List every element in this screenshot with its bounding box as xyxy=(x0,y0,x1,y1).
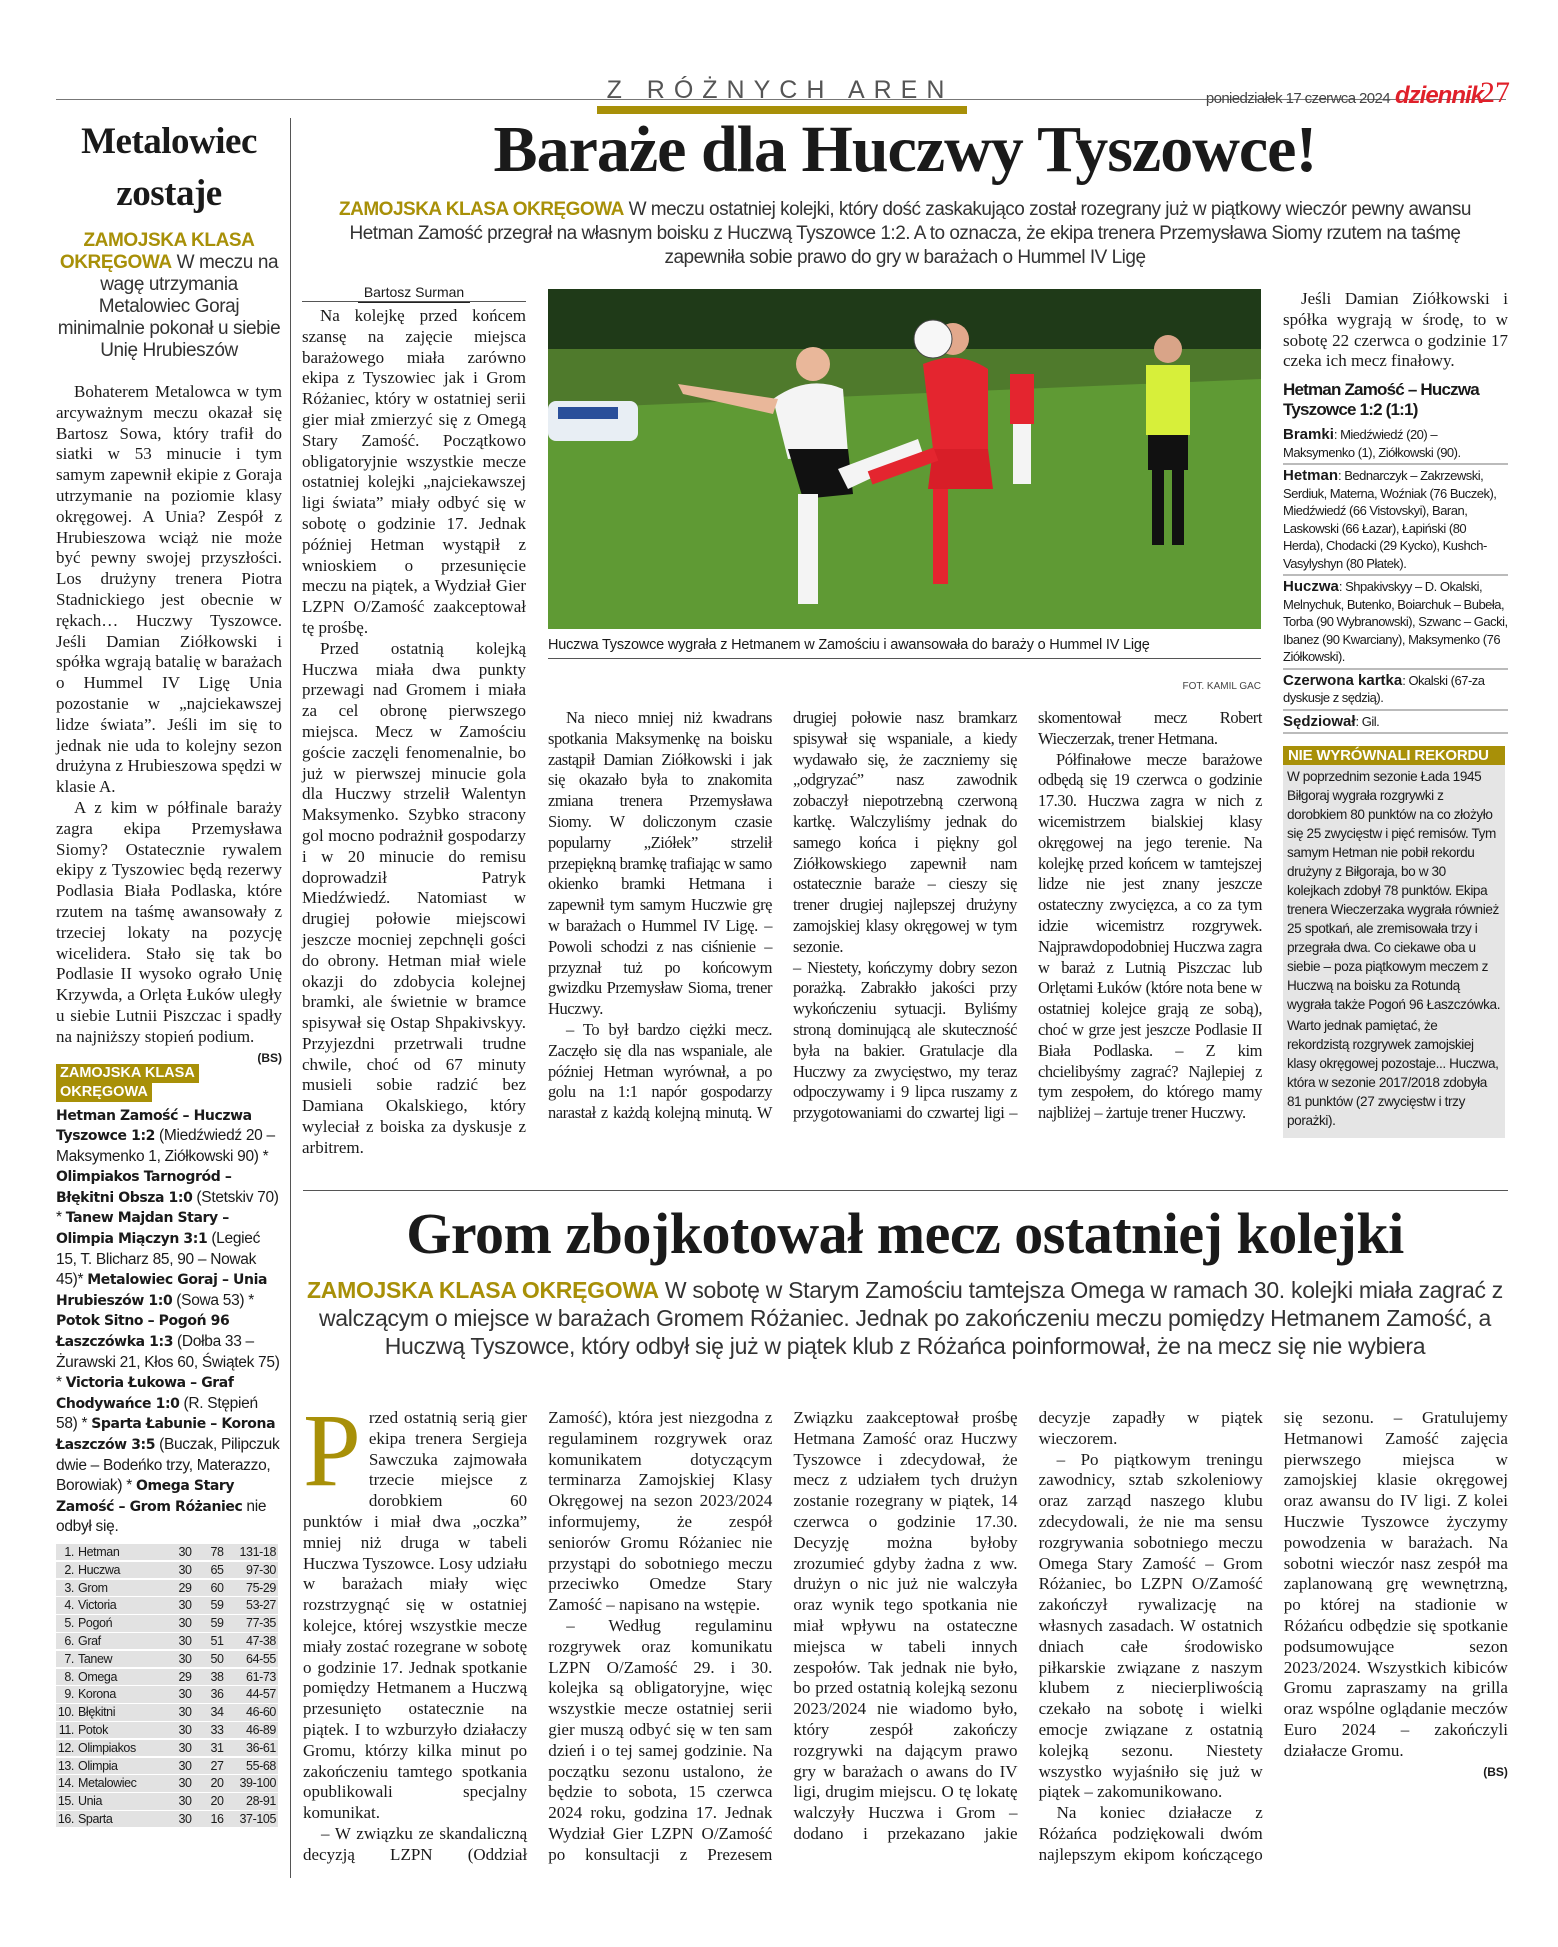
paragraph xyxy=(303,1393,528,1824)
match-result: Olimpiakos Tarnogród – Błękitni Obsza 1:0 xyxy=(56,1169,232,1206)
paragraph: Jeśli Damian Ziółkowski i spółka wygrają w środę, to w sobotę 22 czerwca o godzinie 17 czeka ich mecz finałowy. xyxy=(1283,289,1508,371)
team-cell: Graf xyxy=(78,1633,101,1648)
stats-row xyxy=(1283,670,1508,711)
points-cell: 20 xyxy=(210,1776,224,1791)
match-result: Sparta Łabunie – Korona Łaszczów 3:5 xyxy=(56,1416,276,1453)
paragraph: Na kolejkę przed końcem szansę na zajęcie miejsca barażowego miała zarówno ekipa z Tyszowiec jak i Grom Różaniec, który w ostatniej serii gier miał zmierzyć się z Omegą Stary Zamość. Początkowo obligatoryjnie wszystkie mecze ostatniej kolejki „najciekawszej ligi świata” miały odbyć się w sobotę o godzinie 17. Jednak później Hetman wystąpił z wnioskiem o przesunięcie meczu na piątek, a Wydział Gier LZPN O/Zamość zaakceptował tę prośbę. xyxy=(302,306,526,637)
team-cell: Huczwa xyxy=(78,1562,121,1577)
results-label-line: OKRĘGOWA xyxy=(56,1083,152,1102)
stats-text: : Okalski (67-za dyskusje z sędzią). xyxy=(1283,672,1485,706)
column-divider xyxy=(290,118,291,1878)
byline-rule xyxy=(302,301,526,302)
table-row xyxy=(56,1615,278,1632)
goals-cell: 75-29 xyxy=(246,1580,276,1595)
paragraph: – Niestety, kończymy dobry sezon porażką. Zabrakło jakości przy wykończeniu sytuacji. Byliśmy stroną dominującą ale skuteczność była na bakier. Gratulacje dla Huczwy za zwycięstwo, my teraz odpoczywamy i 9 lipca ruszamy z przygotowaniami do czwartej ligi – skomentował mecz Robert Wieczerzak, trener Hetmana. xyxy=(793,708,1262,1123)
games-cell: 30 xyxy=(178,1687,192,1702)
lead-text: W meczu na wagę utrzymania Metalowiec Goraj minimalnie pokonał u siebie Unię Hrubieszów xyxy=(57,252,281,361)
table-row xyxy=(56,1811,278,1828)
team-cell: Błękitni xyxy=(78,1705,116,1720)
main-article-columns xyxy=(548,708,1262,1124)
sidebar-article-lead xyxy=(56,230,282,362)
team-cell: Olimpiakos xyxy=(78,1740,136,1755)
team-cell: Korona xyxy=(78,1687,116,1702)
match-scorers: (Stetskiv 70) * xyxy=(56,1188,279,1227)
main-headline: Baraże dla Huczwy Tyszowce! xyxy=(493,113,1317,186)
match-stats xyxy=(1283,380,1508,734)
sidebar-article-body xyxy=(56,382,282,1065)
rank-cell: 16. xyxy=(57,1811,74,1826)
goals-cell: 44-57 xyxy=(246,1687,276,1702)
games-cell: 30 xyxy=(178,1811,192,1826)
points-cell: 51 xyxy=(210,1633,224,1648)
match-result: Metalowiec Goraj – Unia Hrubieszów 1:0 xyxy=(56,1272,268,1309)
goals-cell: 61-73 xyxy=(246,1669,276,1684)
rank-cell: 3. xyxy=(64,1580,74,1595)
games-cell: 30 xyxy=(178,1794,192,1809)
match-result: Victoria Łukowa – Graf Chodywańce 1:0 xyxy=(56,1375,234,1412)
games-cell: 30 xyxy=(178,1776,192,1791)
match-result: Tanew Majdan Stary – Olimpia Miączyn 3:1 xyxy=(56,1210,229,1248)
points-cell: 31 xyxy=(210,1740,224,1755)
signature: (BS) xyxy=(257,1050,282,1065)
match-photo xyxy=(548,289,1261,629)
rank-cell: 10. xyxy=(57,1705,74,1720)
points-cell: 34 xyxy=(210,1705,224,1720)
match-results xyxy=(56,1106,282,1538)
match-result: Potok Sitno – Pogoń 96 Łaszczówka 1:3 xyxy=(56,1313,230,1351)
rank-cell: 8. xyxy=(64,1669,74,1684)
goals-cell: 47-38 xyxy=(246,1633,276,1648)
goals-cell: 53-27 xyxy=(246,1598,276,1613)
table-row xyxy=(56,1669,278,1686)
goals-cell: 77-35 xyxy=(246,1616,276,1631)
signature: (BS) xyxy=(1483,1764,1508,1779)
games-cell: 30 xyxy=(178,1758,192,1773)
paragraph: Bohaterem Metalowca w tym arcyważnym meczu okazał się Bartosz Sowa, który trafił do siatki w 53 minucie i tym samym zapewnił ekipie z Goraja utrzymanie na poziomie klasy okręgowej. A Unia? Zespół z Hrubieszowa wciąż nie może być pewny swojej przyszłości. Los drużyny trenera Piotra Stadnickiego jest obecnie w rękach… Huczwy Tyszowce. Jeśli Damian Ziółkowski i spółka wgrają batalię w barażach o Hummel IV Ligę Unia pozostanie w „najciekawszej lidze świata”. Jeśli im się to jednak nie uda to kolejny sezon drużyna z Hrubieszowa spędzi w klasie A. xyxy=(56,382,282,797)
points-cell: 27 xyxy=(210,1758,224,1773)
team-cell: Victoria xyxy=(78,1598,117,1613)
team-cell: Unia xyxy=(78,1794,103,1809)
goals-cell: 37-105 xyxy=(239,1811,276,1826)
match-scorers: (R. Stępień 58) * xyxy=(56,1394,258,1433)
points-cell: 33 xyxy=(210,1722,224,1737)
main-lead xyxy=(310,198,1500,270)
author-byline: Bartosz Surman xyxy=(358,283,470,303)
table-row xyxy=(56,1562,278,1579)
games-cell: 30 xyxy=(178,1722,192,1737)
rank-cell: 15. xyxy=(57,1794,74,1809)
lead-text: W meczu ostatniej kolejki, który dość zaskakująco został rozegrany już w piątkowy wieczór pewny awansu Hetman Zamość przegrał na własnym boisku z Huczwą Tyszowce 1:2. A to oznacza, że ekipa trenera Przemysława Siomy rzutem na taśmę zapewniła sobie prawo do gry w barażach o Hummel IV Ligę xyxy=(349,199,1471,268)
match-scorers: (Miedźwiedź 20 – Maksymenko 1, Ziółkowski 90) * xyxy=(56,1127,275,1165)
stats-label: Huczwa xyxy=(1283,578,1339,596)
table-row xyxy=(56,1651,278,1668)
table-row xyxy=(56,1686,278,1703)
page-number: 27 xyxy=(1480,76,1510,109)
goals-cell: 36-61 xyxy=(246,1740,276,1755)
results-label-line: ZAMOJSKA KLASA xyxy=(56,1064,199,1083)
paragraph: Na nieco mniej niż kwadrans spotkania Maksymenkę na boisku zastąpił Damian Ziółkowski i jak się okazało była to znakomita zmiana trenera Przemysława Siomy. W doliczonym czasie popularny „Ziółek” strzelił przepiękną bramkę trafiając w samo okienko bramki Hetmana i zapewnił tym samym Huczwie grę w barażach o Hummel IV Ligę. – Powoli schodzi z nas ciśnienie – przyznał tuż po końcowym gwizdku Przemysław Sioma, trener Huczwy. xyxy=(548,708,772,1019)
table-row xyxy=(56,1544,278,1561)
team-cell: Hetman xyxy=(78,1544,120,1559)
paragraph: – To był bardzo ciężki mecz. Zaczęło się dla nas wspaniale, ale później Hetman wyrównał, a po golu na 1:1 napór gospodarzy narastał z każdą kolejną minutą. W drugiej połowie nasz bramkarz spisywał się wspaniale, a kiedy wydawało się, że zaczniemy się „odgryzać” nasz zawodnik zobaczył niepotrzebną czerwoną kartkę. Walczyliśmy jednak do samego końca i piękny gol Ziółkowskiego zapewnił nam ostatecznie baraże – cieszy się trener drugiej najlepszej drużyny zamojskiej klasy okręgowej w tym sezonie. xyxy=(548,708,1017,1123)
games-cell: 29 xyxy=(178,1669,192,1684)
paragraph: – W związku ze skandaliczną decyzją LZPN (Oddział Zamość), która jest niezgodna z regulaminem rozgrywek oraz komunikatem dotyczącym terminarza Zamojskiej Klasy Okręgowej na sezon 2023/2024 informujemy, że zespół seniorów Gromu Różaniec nie przystąpi do sobotniego meczu przeciwko Omedze Stary Zamość – napisano na wstępie. xyxy=(303,1408,773,1864)
team-cell: Pogoń xyxy=(78,1616,113,1631)
results-label xyxy=(56,1064,282,1102)
match-scorers: (Buczak, Pilipczuk dwie – Bodeńko trzy, Materazzo, Borowiak) * xyxy=(56,1436,280,1495)
points-cell: 60 xyxy=(210,1580,224,1595)
stats-label: Hetman xyxy=(1283,467,1339,485)
match-scorers: (Legieć 15, T. Blicharz 85, 90 – Nowak 45)* xyxy=(56,1230,261,1289)
team-cell: Tanew xyxy=(78,1651,113,1666)
table-row xyxy=(56,1793,278,1810)
stats-label: Sędziował xyxy=(1283,712,1356,730)
points-cell: 36 xyxy=(210,1687,224,1702)
points-cell: 16 xyxy=(210,1811,224,1826)
games-cell: 30 xyxy=(178,1633,192,1648)
rank-cell: 13. xyxy=(57,1758,74,1773)
rank-cell: 7. xyxy=(64,1651,74,1666)
table-row xyxy=(56,1580,278,1597)
goals-cell: 55-68 xyxy=(246,1758,276,1773)
points-cell: 59 xyxy=(210,1598,224,1613)
rank-cell: 12. xyxy=(57,1740,74,1755)
goals-cell: 46-89 xyxy=(246,1722,276,1737)
match-scorers: (Sowa 53) * xyxy=(172,1291,254,1309)
stats-row xyxy=(1283,424,1508,465)
games-cell: 30 xyxy=(178,1705,192,1720)
paragraph: – Według regulaminu rozgrywek oraz komunikatu LZPN O/Zamość 29. i 30. kolejka są obligatoryjne, więc wszystkie mecze ostatniej serii gier muszą odbyć się w ten sam dzień i o tej samej godzinie. Na początku sezonu ustalono, że będzie to sobota, 15 czerwca 2024 roku, godzina 17. Jednak Wydział Gier LZPN O/Zamość po konsultacji z Prezesem Związku zaakceptował prośbę Hetmana Zamość oraz Huczwy Tyszowce i zdecydował, że mecz z udziałem tych drużyn zostanie rozegrany w piątek, 14 czerwca o godzinie 17.30. Decyzję można byłoby zrozumieć gdyby żadna z ww. drużyn o nic już nie walczyła oraz wynik tego spotkania nie miał wpływu na ostateczne miejsca w tabeli innych zespołów. Tak jednak nie było, bo przed ostatnią kolejką sezonu 2023/2024 nie wiadomo było, który zespół zakończy rozgrywki na dającym prawo gry w barażach o awans do IV ligi, drugim miejscu. O tę lokatę walczyły Huczwa i Grom – dodano i przekazano jakie decyzje zapadły w piątek wieczorem. xyxy=(548,1408,1263,1864)
table-row xyxy=(56,1722,278,1739)
sidebar-article-title: Metalowiec zostaje xyxy=(81,121,257,214)
lead-text: W sobotę w Starym Zamościu tamtejsza Omega w ramach 30. kolejki miała zagrać z walczącym o miejsce w barażach Gromem Różaniec. Jednak po zakończeniu meczu pomiędzy Hetmanem Zamość, a Huczwą Tyszowce, który odbył się już w piątek klub z Różańca poinformował, że na mecz się nie wybiera xyxy=(319,1277,1503,1359)
main-article-right-column xyxy=(1283,289,1508,1138)
points-cell: 65 xyxy=(210,1562,224,1577)
team-cell: Sparta xyxy=(78,1811,113,1826)
games-cell: 30 xyxy=(178,1740,192,1755)
drop-cap: P xyxy=(303,1393,361,1508)
second-headline: Grom zbojkotował mecz ostatniej kolejki xyxy=(406,1201,1404,1266)
goals-cell: 39-100 xyxy=(239,1776,276,1791)
stats-label: Czerwona kartka xyxy=(1283,671,1403,689)
table-row xyxy=(56,1775,278,1792)
table-row xyxy=(56,1740,278,1757)
paragraph: Na koniec działacze z Różańca podziękowali dwóm najlepszym ekipom kończącego się sezonu. – Gratulujemy Hetmanowi Zamość zajęcia pierwszego miejsca w zamojskiej klasie okręgowej oraz awansu do IV ligi. Z kolei Huczwie Tyszowce życzymy powodzenia w barażach. Na sobotni wieczór nasz zespół ma zaplanowaną grę wewnętrzną, po której na stadionie w Różańcu odbędzie się spotkanie podsumowujące sezon 2023/2024. Wszystkich kibiców Gromu zapraszamy na grilla oraz wspólne oglądanie meczów Euro 2024 – zakończyli działacze Gromu. xyxy=(1038,1408,1508,1864)
sidebar-column xyxy=(56,116,282,1829)
football xyxy=(914,320,952,358)
player-red-background xyxy=(1010,374,1034,484)
article-divider xyxy=(303,1190,1508,1191)
lead-label: ZAMOJSKA KLASA OKRĘGOWA xyxy=(339,199,624,220)
paragraph: – Po piątkowym treningu zawodnicy, sztab szkoleniowy oraz zarząd naszego klubu zdecydowali, że nie ma sensu rozgrywania sobotniego meczu Omega Stary Zamość – Grom Różaniec, bo LZPN O/Zamość zakończył rywalizację na własnych zasadach. W ostatnich dniach całe środowisko piłkarskie związane z naszym klubem z niecierpliwością czekało na sobotę i wielki emocje związane z ostatnią kolejką sezonu. Niestety wszystko wyjaśniło się już w piątek – zakomunikowano. xyxy=(1038,1449,1263,1802)
match-result: Omega Stary Zamość – Grom Różaniec xyxy=(56,1478,243,1515)
games-cell: 30 xyxy=(178,1544,192,1559)
games-cell: 30 xyxy=(178,1562,192,1577)
stats-label: Bramki xyxy=(1283,426,1334,444)
team-cell: Metalowiec xyxy=(78,1776,137,1791)
goals-cell: 64-55 xyxy=(246,1651,276,1666)
rank-cell: 9. xyxy=(64,1687,74,1702)
record-box-title: NIE WYRÓWNALI REKORDU xyxy=(1283,746,1505,765)
rank-cell: 5. xyxy=(64,1616,74,1631)
table-row xyxy=(56,1633,278,1650)
table-row xyxy=(56,1597,278,1614)
stats-row xyxy=(1283,576,1508,670)
stats-text: : Miedźwiedź (20) – Maksymenko (1), Ziółkowski (90). xyxy=(1283,427,1461,460)
rank-cell: 11. xyxy=(58,1722,74,1737)
points-cell: 50 xyxy=(210,1651,224,1666)
paragraph: Przed ostatnią kolejką Huczwa miała dwa punkty przewagi nad Gromem i miała za cel obronę pierwszego miejsca. Mecz w Zamościu goście zaczęli fenomenalnie, bo już w pierwszej minucie gola dla Huczwy strzelił Walentyn Maksymenko. Szybko stracony gol mocno podrażnił gospodarzy i w 20 minucie do remisu doprowadził Patryk Miedźwiedź. Natomiast w drugiej połowie miejscowi jeszcze mocniej zepchnęli gości do obrony. Hetman miał wiele okazji do zdobycia kolejnej bramki, ale świetnie w bramce spisywał się Ostap Shpakivskyy. Przyjezdni przetrwali trudne chwile, choć od 67 minuty musieli sobie radzić bez Damiana Okalskiego, który wyleciał z boiska za dyskusje z arbitrem. xyxy=(302,638,526,1157)
record-box-text: W poprzednim sezonie Łada 1945 Biłgoraj wygrała rozgrywki z dorobkiem 80 punktów na co złożyło się 25 zwycięstw i pięć remisów. Tym samym Hetman nie pobił rekordu drużyny z Biłgoraja, bo w 30 kolejkach zdobył 78 punktów. Ekipa trenera Wieczerzaka wygrała również 25 spotkań, ale zremisowała trzy i przegrała dwa. Co ciekawe oba u siebie – poza piątkowym meczem z Huczwą na boisku za Rotundą wygrała także Pogoń 96 Łaszczówka. xyxy=(1287,769,1501,1013)
team-cell: Omega xyxy=(78,1669,117,1684)
games-cell: 30 xyxy=(178,1598,192,1613)
issue-date: poniedziałek 17 czerwca 2024 xyxy=(1205,90,1390,107)
paragraph-text: rzed ostatnią serią gier ekipa trenera Sergieja Sawczuka zajmowała trzecie miejsce z dorobkiem 60 punktów i miał dwa „oczka” mniej niż druga w tabeli Huczwa Tyszowce. Losy udziału w barażach miały więc rozstrzygnąć się w ostatniej kolejce, której wszystkie mecze miały zostać rozegrane w sobotę o godzinie 17. Jednak spotkanie pomiędzy Hetmanem a Huczwą przesunięto ostatecznie na piątek. I to wzburzyło działaczy Gromu, którzy kilka minut po zakończeniu tamtego spotkania opublikowali specjalny komunikat. xyxy=(303,1408,528,1823)
main-article-column xyxy=(302,306,526,1159)
rank-cell: 1. xyxy=(64,1544,74,1559)
table-row xyxy=(56,1758,278,1775)
goals-cell: 97-30 xyxy=(246,1562,276,1577)
stats-text: : Shpakivskyy – D. Okalski, Melnychuk, Butenko, Boiarchuk – Bubeła, Torba (90 Wybranowski), Szwanc – Gacki, Ibanez (90 Kwarciany), Maksymenko (76 Ziółkowski). xyxy=(1283,579,1508,665)
lead-label: ZAMOJSKA KLASA OKRĘGOWA xyxy=(307,1277,659,1303)
standings-table xyxy=(56,1544,278,1827)
games-cell: 30 xyxy=(178,1616,192,1631)
goals-cell: 28-91 xyxy=(246,1794,276,1809)
match-score: Hetman Zamość – Huczwa Tyszowce 1:2 (1:1) xyxy=(1283,380,1479,420)
goals-cell: 131-18 xyxy=(239,1544,276,1559)
team-cell: Olimpia xyxy=(78,1758,118,1773)
paragraph xyxy=(56,797,282,1065)
stats-row xyxy=(1283,711,1508,735)
points-cell: 78 xyxy=(210,1544,224,1559)
team-cell: Potok xyxy=(78,1722,108,1737)
stats-row xyxy=(1283,465,1508,576)
team-cell: Grom xyxy=(78,1580,108,1595)
record-box-text: Warto jednak pamiętać, że rekordzistą rozgrywek zamojskiej klasy okręgowej pozostaje... Huczwa, która w sezonie 2017/2018 zdobyła 81 punktów (27 zwycięstw i trzy porażki). xyxy=(1287,1018,1499,1129)
points-cell: 59 xyxy=(210,1616,224,1631)
section-title: Z RÓŻNYCH AREN xyxy=(606,76,954,104)
paragraph-text: A z kim w półfinale baraży zagra ekipa Przemysława Siomy? Ostatecznie rywalem ekipy z Tyszowiec będą rezerwy Podlasia Biała Podlaska, które rzutem na taśmę awansowały z trzeciej lokaty na pozycję wicelidera. Stało się tak bo Podlasie II wysoko ograło Unię Krzywda, a Orlęta Łuków uległy u siebie Lutnii Piszczac i spadły na najniższy stopień podium. xyxy=(56,797,282,1046)
photo-caption: Huczwa Tyszowce wygrała z Hetmanem w Zamościu i awansowała do baraży o Hummel IV Ligę xyxy=(548,636,1261,659)
match-result: Hetman Zamość – Huczwa Tyszowce 1:2 xyxy=(56,1107,252,1145)
second-lead xyxy=(305,1276,1505,1360)
right-column-text xyxy=(1283,289,1508,372)
paragraph: Półfinałowe mecze barażowe odbędą się 19 czerwca o godzinie 17.30. Huczwa zagra w nich z wicemistrzem bialskiej klasy okręgowej na jego terenie. Na kolejkę przed końcem w tamtejszej lidze nie jest znany jeszcze ostateczny zwycięzca, a co za tym idzie wicemistrz rozgrywek. Najprawdopodobniej Huczwa zagra w baraż z Lutnią Piszczac lub Orlętami Łuków (które nota bene w ostatniej kolejce grają ze sobą), choć w grze jest jeszcze Podlasie II Biała Podlaska. – Z kim chcielibyśmy zagrać? Najlepiej z tym zespołem, do którego mamy najbliżej – żartuje trener Huczwy. xyxy=(1038,749,1262,1123)
games-cell: 30 xyxy=(178,1651,192,1666)
rank-cell: 2. xyxy=(64,1562,74,1577)
match-scorers: nie odbył się. xyxy=(56,1497,267,1536)
second-article-columns xyxy=(303,1393,1508,1866)
table-row xyxy=(56,1704,278,1721)
match-scorers: (Dołba 33 – Żurawski 21, Kłos 60, Świątek 75) * xyxy=(56,1333,280,1392)
goals-cell: 46-60 xyxy=(246,1705,276,1720)
newspaper-logo: dziennik xyxy=(1395,82,1484,109)
points-cell: 38 xyxy=(210,1669,224,1684)
points-cell: 20 xyxy=(210,1794,224,1809)
record-box xyxy=(1283,746,1505,1138)
rank-cell: 6. xyxy=(64,1633,74,1648)
rank-cell: 14. xyxy=(57,1776,74,1791)
lead-label: ZAMOJSKA KLASA OKRĘGOWA xyxy=(59,230,255,273)
rank-cell: 4. xyxy=(64,1598,74,1613)
stats-text: : Bednarczyk – Zakrzewski, Serdiuk, Materna, Woźniak (76 Buczek), Miedźwiedź (66 Vistovskyi), Baran, Laskowski (66 Łazar), Łapiński (80 Herda), Chodacki (29 Kycko), Kushch-Vasylyshyn (80 Płatek). xyxy=(1283,468,1497,571)
stats-text: : Gil. xyxy=(1355,713,1380,729)
games-cell: 29 xyxy=(178,1580,192,1595)
photo-credit: FOT. KAMIL GAC xyxy=(1182,681,1261,692)
